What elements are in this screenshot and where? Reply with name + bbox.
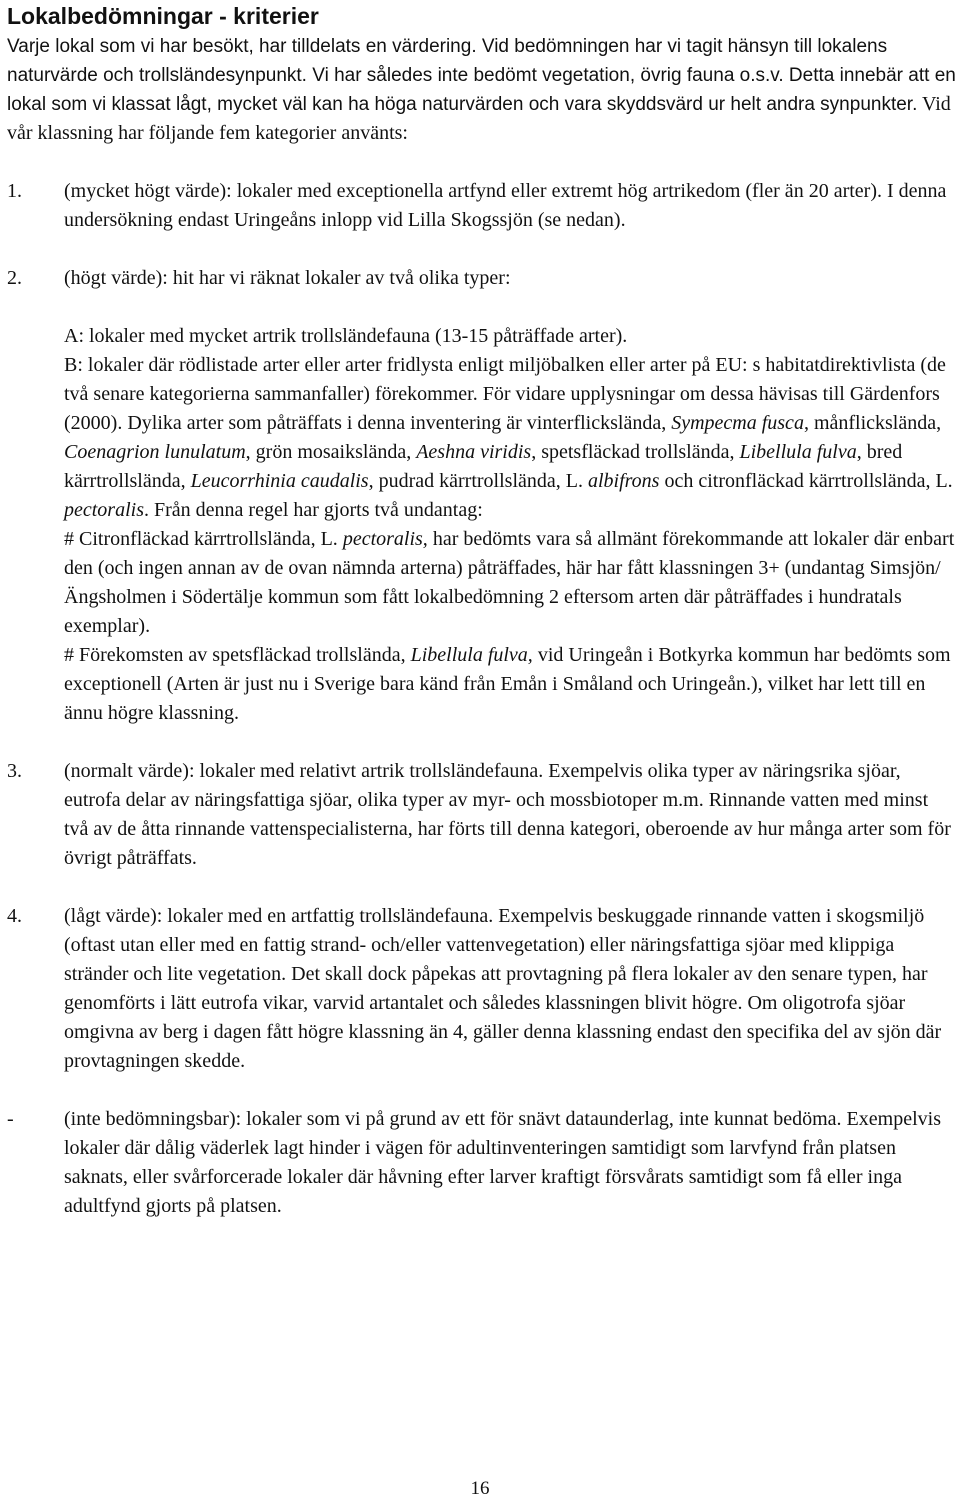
- item-text: (normalt värde): lokaler med relativt artrik trollsländefauna. Exempelvis olika typer av näringsrika sjöar, eutrofa delar av näringsfattiga sjöar, olika typer av myr- och mossbiotoper m.m. Rinnande vatten med minst två av de åtta rinnande vattenspecialisterna, har förts till denna kategori, oberoende av hur många arter som för övrigt påträffats.: [64, 760, 951, 869]
- intro-sentence-serif: Vid vår klassning har följande fem kategorier använts:: [7, 93, 951, 144]
- document-page: [7, 0, 957, 1221]
- species-name: pectoralis,: [342, 528, 428, 550]
- species-name: Libellula fulva: [739, 441, 857, 463]
- species-name: Libellula fulva,: [410, 644, 533, 666]
- item-number: -: [7, 1108, 14, 1130]
- species-name: albifrons: [587, 470, 660, 492]
- item-number: 1.: [7, 180, 22, 202]
- species-name: Coenagrion lunulatum: [64, 441, 246, 463]
- type-a-text: A: lokaler med mycket artrik trollsländefauna (13-15 påträffade arter).: [64, 325, 628, 347]
- category-item-2: [7, 264, 957, 728]
- item-number: 2.: [7, 267, 22, 289]
- category-item-unassessable: [7, 1105, 957, 1221]
- item-text: (inte bedömningsbar): lokaler som vi på grund av ett för snävt dataunderlag, inte kunnat bedöma. Exempelvis lokaler där dålig väderlek lagt hinder i vägen för adultinventeringen samtidigt som larvfynd från platsen saknats, eller svårforcerade lokaler där håvning efter larver kraftigt försvårats samtidigt som få eller inga adultfynd gjorts på platsen.: [64, 1108, 941, 1217]
- item-text: (mycket högt värde): lokaler med exceptionella artfynd eller extremt hög artrikedom (fler än 20 arter). I denna undersökning endast Uringeåns inlopp vid Lilla Skogssjön (se nedan).: [64, 180, 947, 231]
- item-number: 3.: [7, 760, 22, 782]
- category-item-3: [7, 757, 957, 873]
- page-title: Lokalbedömningar - kriterier: [7, 3, 319, 29]
- type-b-text: B: lokaler där rödlistade arter eller arter fridlysta enligt miljöbalken eller arter på EU: s habitatdirektivlista (de två senare kategorierna sammanfaller) förekommer. För vidare upplysningar om dessa hävisas till Gärdenfors (2000). Dylika arter som påträffats i denna inventering är vinterflickslända, Sympecma fusca, månflickslända, Coenagrion lunulatum, grön mosaikslända, Aeshna viridis, spetsfläckad trollslända, Libellula fulva, bred kärrtrollslända, Leucorrhinia caudalis, pudrad kärrtrollslända, L. albifrons och citronfläckad kärrtrollslända, L. pectoralis. Från denna regel har gjorts två undantag:: [64, 354, 953, 521]
- item-text: (högt värde): hit har vi räknat lokaler av två olika typer:: [64, 267, 511, 289]
- exception-2-text: # Förekomsten av spetsfläckad trollslända, Libellula fulva, vid Uringeån i Botkyrka kommun har bedömts som exceptionell (Arten är just nu i Sverige bara känd från Emån i Småland och Uringeån.), vilket har lett till en ännu högre klassning.: [64, 644, 951, 724]
- species-name: Leucorrhinia caudalis: [190, 470, 369, 492]
- item-number: 4.: [7, 905, 22, 927]
- intro-paragraph: [7, 32, 957, 148]
- category-item-4: [7, 902, 957, 1076]
- species-name: Aeshna viridis: [416, 441, 532, 463]
- intro-sentence-sans: Varje lokal som vi har besökt, har tilldelats en värdering. Vid bedömningen har vi tagit hänsyn till lokalens naturvärde och trollsländesynpunkt. Vi har således inte bedömt vegetation, övrig fauna o.s.v. Detta innebär att en lokal som vi klassat lågt, mycket väl kan ha höga naturvärden och vara skyddsvärd ur helt andra synpunkter.: [7, 36, 956, 115]
- category-item-1: [7, 177, 957, 235]
- species-name: Sympecma fusca: [671, 412, 804, 434]
- page-number: 16: [470, 1478, 490, 1499]
- exception-1-text: # Citronfläckad kärrtrollslända, L. pectoralis, har bedömts vara så allmänt förekommande att lokaler där enbart den (och ingen annan av de ovan nämnda arterna) påträffades, här har fått klassningen 3+ (undantag Simsjön/Ängsholmen i Södertälje kommun som fått lokalbedömning 2 eftersom arten där påträffades i hundratals exemplar).: [64, 528, 955, 637]
- item-text: (lågt värde): lokaler med en artfattig trollsländefauna. Exempelvis beskuggade rinnande vatten i skogsmiljö (oftast utan eller med en fattig strand- och/eller vattenvegetation) eller näringsfattiga sjöar med klippiga stränder och lite vegetation. Det skall dock påpekas att provtagning på flera lokaler av den senare typen, har genomförts i lätt eutrofa vikar, varvid artantalet och således klassningen blivit högre. Om oligotrofa sjöar omgivna av berg i dagen fått högre klassning än 4, gäller denna klassning endast den specifika del av sjön där provtagningen skedde.: [64, 905, 942, 1072]
- species-name: pectoralis: [64, 499, 144, 521]
